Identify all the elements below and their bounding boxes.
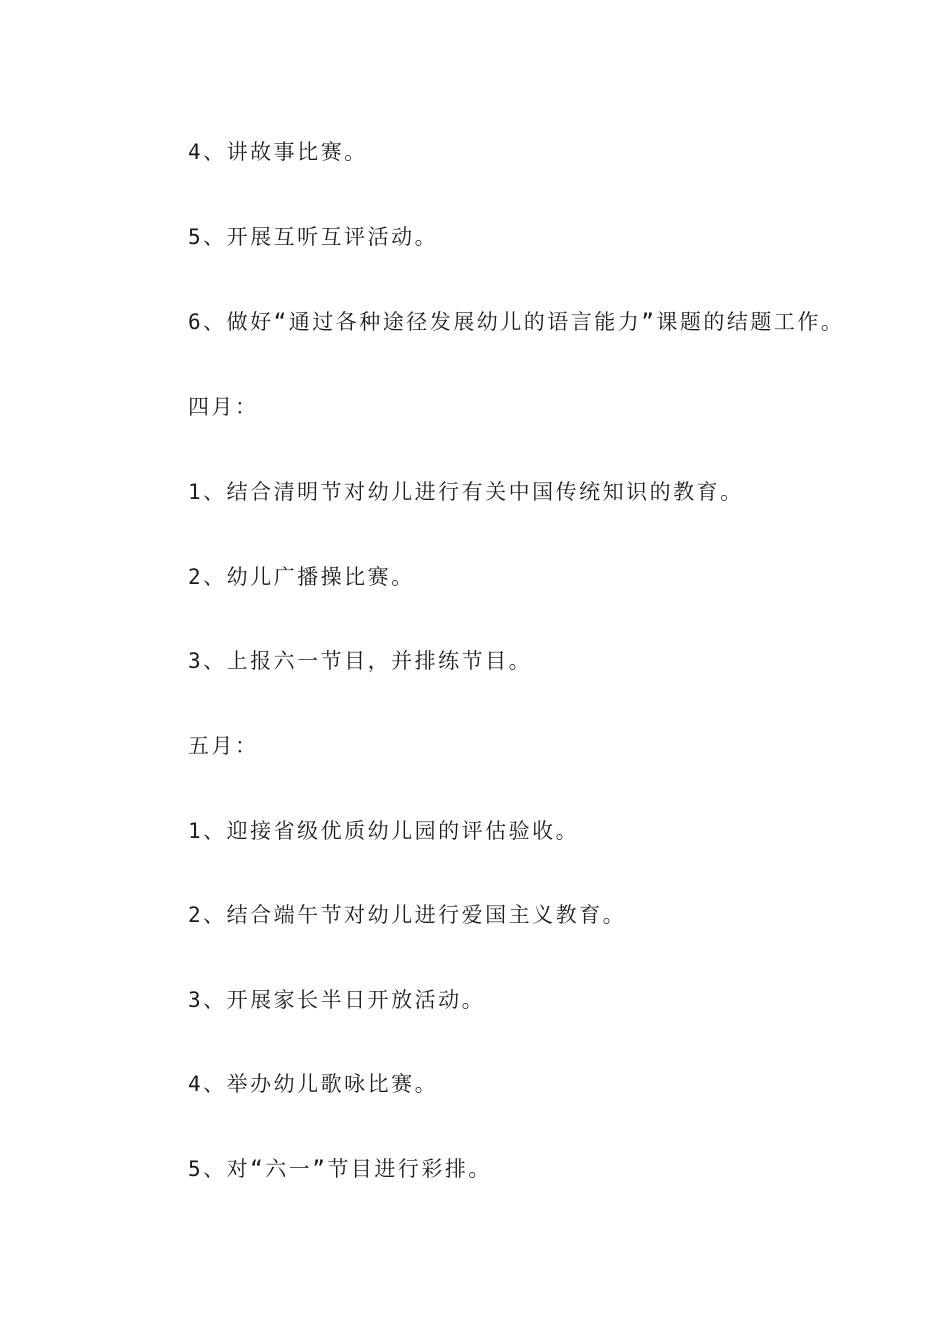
section-heading-april: 四月： [188,395,259,419]
list-item: 1、结合清明节对幼儿进行有关中国传统知识的教育。 [188,480,744,504]
list-item: 1、迎接省级优质幼儿园的评估验收。 [188,819,580,843]
section-heading-may: 五月： [188,734,259,758]
list-item: 6、做好“通过各种途径发展幼儿的语言能力”课题的结题工作。 [188,310,845,334]
list-item: 3、开展家长半日开放活动。 [188,988,486,1012]
list-item: 2、幼儿广播操比赛。 [188,565,415,589]
list-item: 5、开展互听互评活动。 [188,225,439,249]
list-item: 2、结合端午节对幼儿进行爱国主义教育。 [188,903,627,927]
list-item: 4、讲故事比赛。 [188,140,368,164]
list-item: 4、举办幼儿歌咏比赛。 [188,1072,439,1096]
list-item: 5、对“六一”节目进行彩排。 [188,1157,492,1181]
list-item: 3、上报六一节目，并排练节目。 [188,649,533,673]
